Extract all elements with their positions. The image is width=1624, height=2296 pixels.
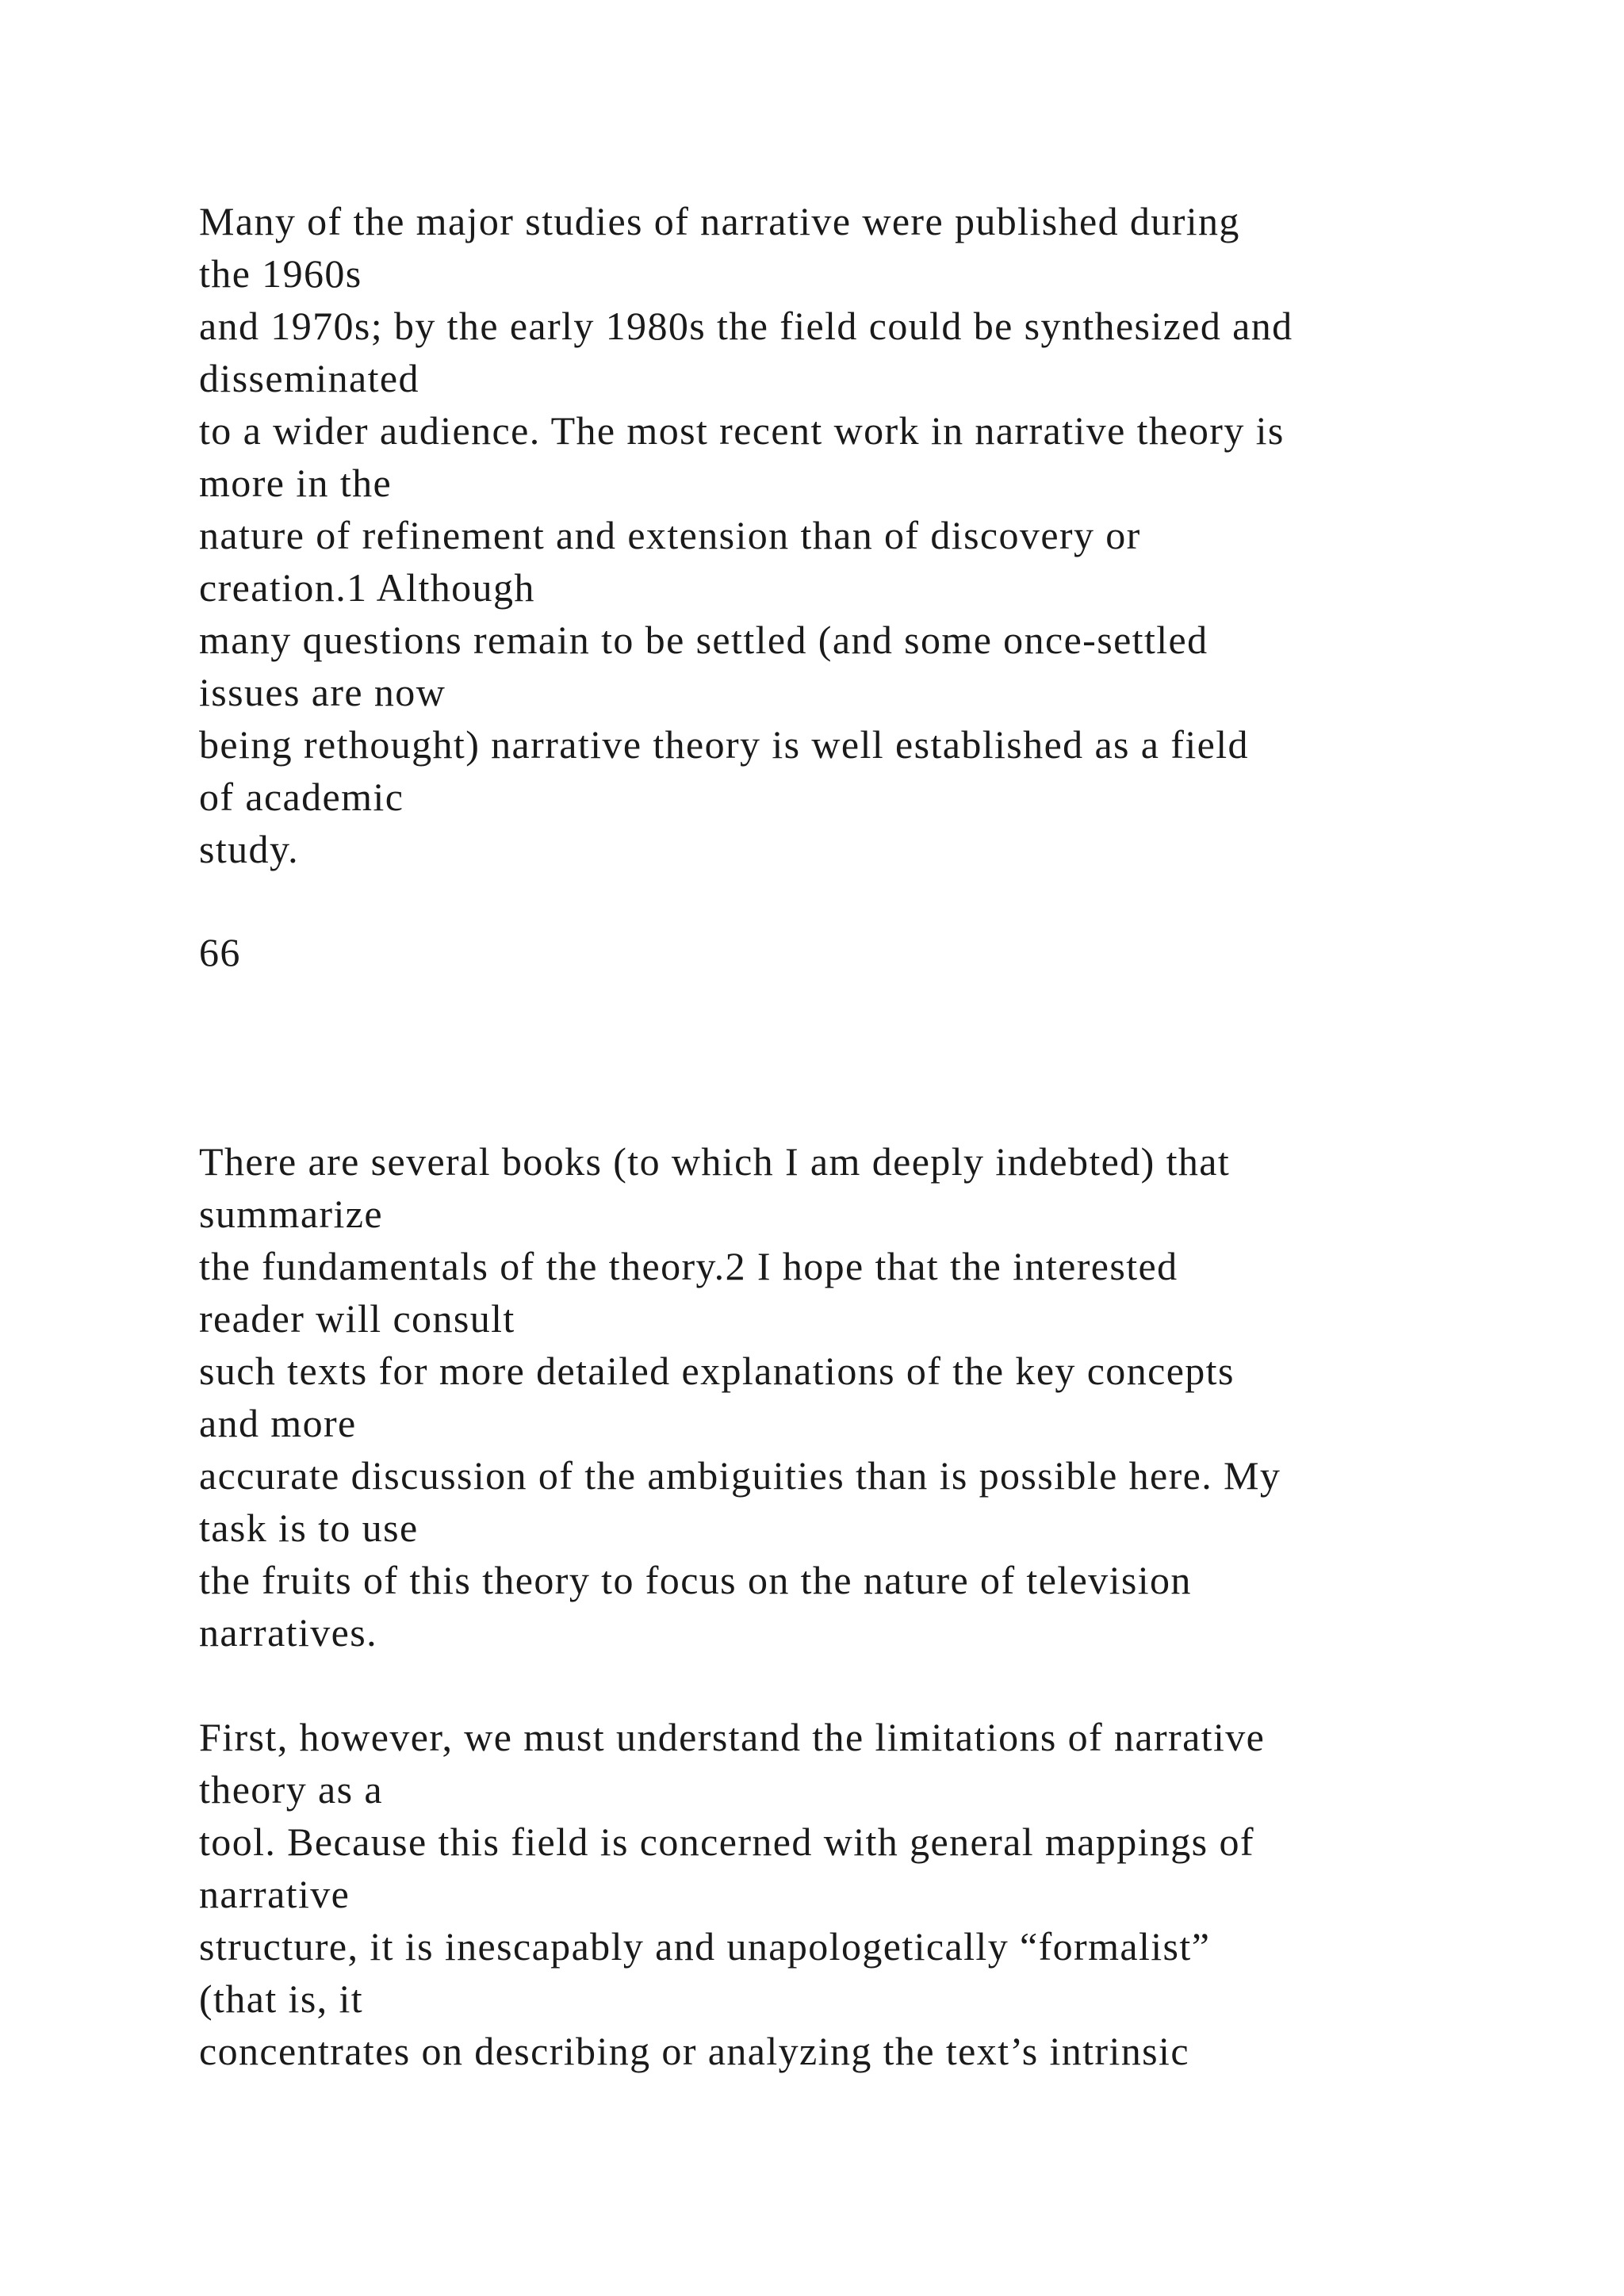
text-line: structure, it is inescapably and unapologetically “formalist” xyxy=(199,1924,1211,1969)
text-line: study. xyxy=(199,827,300,871)
text-line: There are several books (to which I am deeply indebted) that xyxy=(199,1139,1231,1184)
paragraph-3 xyxy=(199,1711,1547,2077)
text-line: narratives. xyxy=(199,1610,378,1655)
text-line: reader will consult xyxy=(199,1296,515,1341)
text-line: issues are now xyxy=(199,670,446,714)
text-line: the 1960s xyxy=(199,251,362,296)
text-line: creation.1 Although xyxy=(199,565,535,610)
page-number-text: 66 xyxy=(199,930,241,974)
text-line: and 1970s; by the early 1980s the field could be synthesized and xyxy=(199,304,1293,348)
text-line: nature of refinement and extension than of discovery or xyxy=(199,513,1141,557)
text-line: concentrates on describing or analyzing the text’s intrinsic xyxy=(199,2029,1189,2073)
text-line: accurate discussion of the ambiguities than is possible here. My xyxy=(199,1453,1281,1498)
text-line: tool. Because this field is concerned with general mappings of xyxy=(199,1820,1254,1864)
paragraph-1 xyxy=(199,195,1547,875)
page-number xyxy=(199,926,1547,978)
paragraph-2 xyxy=(199,1135,1547,1659)
text-line: task is to use xyxy=(199,1506,419,1550)
text-line: being rethought) narrative theory is well established as a field xyxy=(199,722,1249,767)
text-line: disseminated xyxy=(199,356,419,400)
text-line: theory as a xyxy=(199,1767,383,1812)
text-line: Many of the major studies of narrative were published during xyxy=(199,199,1240,243)
text-line: the fundamentals of the theory.2 I hope that the interested xyxy=(199,1244,1178,1288)
text-line: summarize xyxy=(199,1192,383,1236)
text-line: the fruits of this theory to focus on the nature of television xyxy=(199,1558,1192,1602)
text-line: First, however, we must understand the limitations of narrative xyxy=(199,1715,1266,1759)
text-line: more in the xyxy=(199,461,393,505)
text-line: and more xyxy=(199,1401,357,1445)
text-line: of academic xyxy=(199,775,404,819)
text-line: to a wider audience. The most recent work in narrative theory is xyxy=(199,408,1285,453)
text-line: many questions remain to be settled (and some once-settled xyxy=(199,618,1208,662)
text-line: (that is, it xyxy=(199,1976,364,2021)
text-line: such texts for more detailed explanations of the key concepts xyxy=(199,1349,1235,1393)
text-line: narrative xyxy=(199,1872,350,1916)
